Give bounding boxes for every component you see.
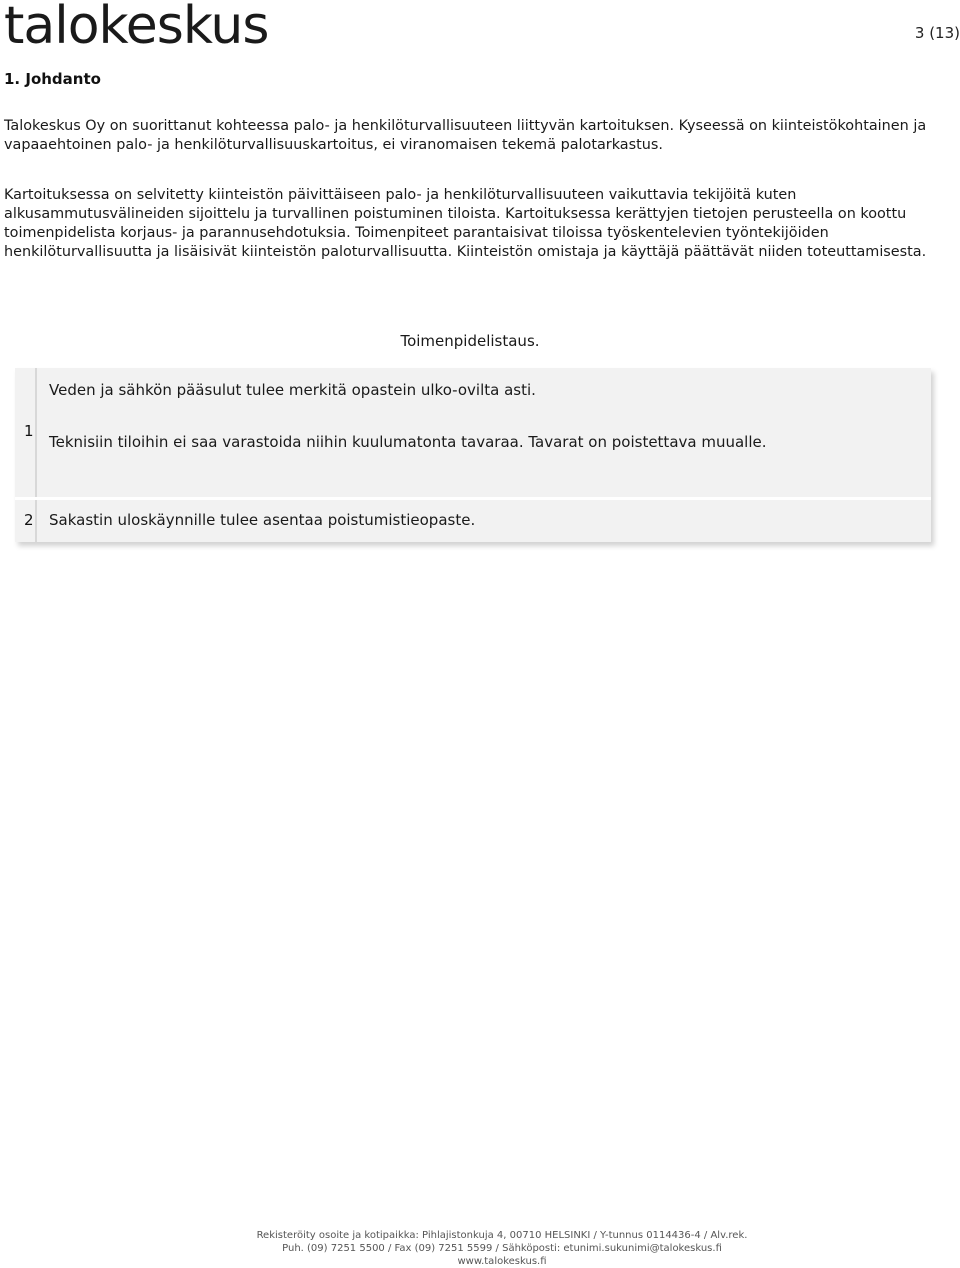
row-number: 1 — [24, 422, 34, 440]
table-row — [15, 500, 931, 542]
footer-website: www.talokeskus.fi — [457, 1256, 547, 1267]
row-number-cell — [15, 500, 37, 542]
action-item: Teknisiin tiloihin ei saa varastoida niihin kuulumatonta tavaraa. Tavarat on poistettava muualle. — [49, 433, 767, 451]
page-footer — [0, 1229, 960, 1268]
action-list-title: Toimenpidelistaus. — [400, 332, 540, 350]
row-content-cell — [37, 368, 931, 497]
action-item: Sakastin uloskäynnille tulee asentaa poistumistieopaste. — [49, 511, 476, 529]
row-number-cell — [15, 368, 37, 497]
row-number: 2 — [24, 511, 34, 529]
footer-registration: Rekisteröity osoite ja kotipaikka: Pihlajistonkuja 4, 00710 HELSINKI / Y-tunnus 0114436-4 / Alv.rek. — [256, 1230, 748, 1241]
footer-contact: Puh. (09) 7251 5500 / Fax (09) 7251 5599 / Sähköposti: etunimi.sukunimi@talokeskus.fi — [282, 1243, 722, 1254]
survey-paragraph: Kartoituksessa on selvitetty kiinteistön päivittäiseen palo- ja henkilöturvallisuuteen vaikuttavia tekijöitä kuten alkusammutusvälineiden sijoittelu ja turvallinen poistuminen tiloista. Kartoituksessa kerättyjen tietojen perusteella on koottu toimenpidelista korjaus- ja parannusehdotuksia. Toimenpiteet parantaisivat tiloissa työskentelevien työntekijöiden henkilöturvallisuutta ja lisäisivät kiinteistön paloturvallisuutta. Kiinteistön omistaja ja käyttäjä päättävät niiden toteuttamisesta. — [4, 187, 927, 260]
row-content-cell — [37, 500, 931, 542]
action-item: Veden ja sähkön pääsulut tulee merkitä opastein ulko-ovilta asti. — [49, 381, 536, 399]
page-number: 3 (13) — [914, 24, 960, 42]
section-heading: 1. Johdanto — [4, 70, 101, 88]
company-logo: talokeskus — [4, 0, 269, 56]
intro-paragraph: Talokeskus Oy on suorittanut kohteessa palo- ja henkilöturvallisuuteen liittyvän kartoituksen. Kyseessä on kiinteistökohtainen ja vapaaehtoinen palo- ja henkilöturvallisuuskartoitus, ei viranomaisen tekemä palotarkastus. — [4, 118, 927, 153]
table-row — [15, 368, 931, 497]
action-list-table — [15, 368, 931, 542]
